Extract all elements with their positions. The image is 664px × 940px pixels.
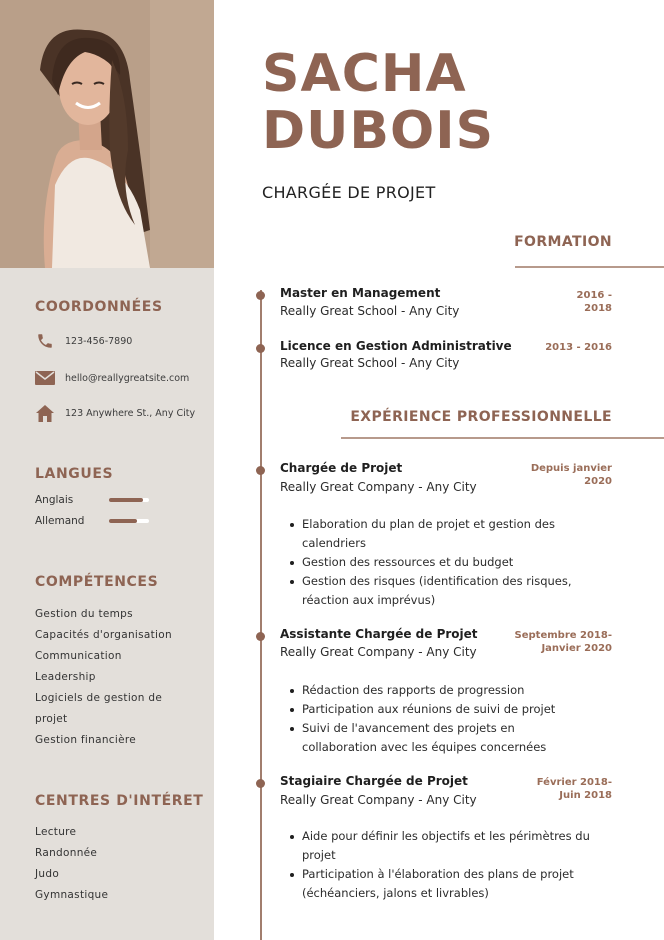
phone-text: 123-456-7890 (65, 335, 133, 347)
bullet-item: Rédaction des rapports de progression (286, 681, 591, 700)
phone-icon (35, 333, 55, 349)
bullet-item: Participation à l'élaboration des plans de projet (échéanciers, jalons et livrables) (286, 865, 591, 903)
person-name (262, 46, 494, 160)
section-divider (515, 266, 664, 268)
mail-icon (35, 370, 55, 386)
language-label: Allemand (35, 515, 85, 527)
timeline-dot (256, 344, 265, 353)
bullet-list (286, 515, 591, 610)
contact-phone (35, 333, 132, 349)
entry-company: Really Great Company - Any City (280, 480, 477, 494)
timeline-dot (256, 291, 265, 300)
language-level-fill (109, 519, 137, 523)
list-item: Leadership (35, 671, 96, 683)
language-item (35, 494, 155, 506)
date-line: Depuis janvier (530, 463, 612, 474)
entry-date (502, 289, 612, 315)
bullet-item: Aide pour définir les objectifs et les périmètres du projet (286, 827, 591, 865)
experience-heading: EXPÉRIENCE PROFESSIONNELLE (350, 409, 612, 425)
last-name: DUBOIS (262, 101, 495, 161)
list-item: Gestion financière (35, 734, 136, 746)
entry-company: Really Great Company - Any City (280, 645, 477, 659)
entry-school: Really Great School - Any City (280, 356, 460, 370)
home-icon (35, 405, 55, 421)
date-line: Septembre 2018- (514, 630, 612, 641)
entry-company: Really Great Company - Any City (280, 793, 477, 807)
entry-date (502, 341, 612, 354)
list-item: Judo (35, 868, 60, 880)
timeline-dot (256, 779, 265, 788)
bullet-item: Gestion des ressources et du budget (286, 553, 591, 572)
list-item: Capacités d'organisation (35, 629, 172, 641)
date-line: Février 2018- (536, 777, 612, 788)
job-title: CHARGÉE DE PROJET (262, 183, 436, 202)
list-item: projet (35, 713, 68, 725)
contact-email (35, 370, 189, 386)
language-item (35, 515, 155, 527)
sidebar (0, 0, 214, 940)
section-divider (341, 437, 664, 439)
entry-title: Assistante Chargée de Projet (280, 627, 478, 641)
timeline-line (260, 290, 262, 940)
address-text: 123 Anywhere St., Any City (65, 407, 196, 419)
timeline-dot (256, 466, 265, 475)
date-line: 2018 (584, 303, 612, 314)
entry-title: Licence en Gestion Administrative (280, 339, 512, 353)
entry-date (502, 462, 612, 488)
bullet-list (286, 827, 591, 903)
date-line: 2013 - 2016 (545, 342, 612, 353)
bullet-item: Gestion des risques (identification des risques, réaction aux imprévus) (286, 572, 591, 610)
contact-heading: COORDONNÉES (35, 299, 163, 315)
entry-school: Really Great School - Any City (280, 304, 460, 318)
language-label: Anglais (35, 494, 74, 506)
bullet-item: Elaboration du plan de projet et gestion des calendriers (286, 515, 591, 553)
bullet-item: Participation aux réunions de suivi de projet (286, 700, 591, 719)
bullet-item: Suivi de l'avancement des projets en collaboration avec les équipes concernées (286, 719, 591, 757)
date-line: 2020 (584, 476, 612, 487)
interests-heading: CENTRES D'INTÉRET (35, 793, 204, 809)
languages-heading: LANGUES (35, 466, 114, 482)
skills-heading: COMPÉTENCES (35, 574, 159, 590)
first-name: SACHA (262, 44, 467, 104)
language-level-fill (109, 498, 143, 502)
date-line: Juin 2018 (559, 790, 612, 801)
entry-date (502, 776, 612, 802)
list-item: Gymnastique (35, 889, 109, 901)
bullet-list (286, 681, 591, 757)
contact-address (35, 405, 195, 421)
entry-date (502, 629, 612, 655)
list-item: Communication (35, 650, 122, 662)
email-text: hello@reallygreatsite.com (65, 372, 190, 384)
list-item: Gestion du temps (35, 608, 133, 620)
language-level-bar (109, 519, 149, 523)
date-line: Janvier 2020 (541, 643, 612, 654)
skills-list (35, 604, 195, 751)
timeline-dot (256, 632, 265, 641)
profile-photo (0, 0, 214, 268)
language-level-bar (109, 498, 149, 502)
entry-title: Stagiaire Chargée de Projet (280, 774, 468, 788)
list-item: Randonnée (35, 847, 98, 859)
date-line: 2016 - (576, 290, 612, 301)
entry-title: Chargée de Projet (280, 461, 403, 475)
list-item: Lecture (35, 826, 77, 838)
entry-title: Master en Management (280, 286, 441, 300)
formation-heading: FORMATION (514, 234, 612, 250)
interests-list (35, 822, 195, 906)
list-item: Logiciels de gestion de (35, 692, 163, 704)
